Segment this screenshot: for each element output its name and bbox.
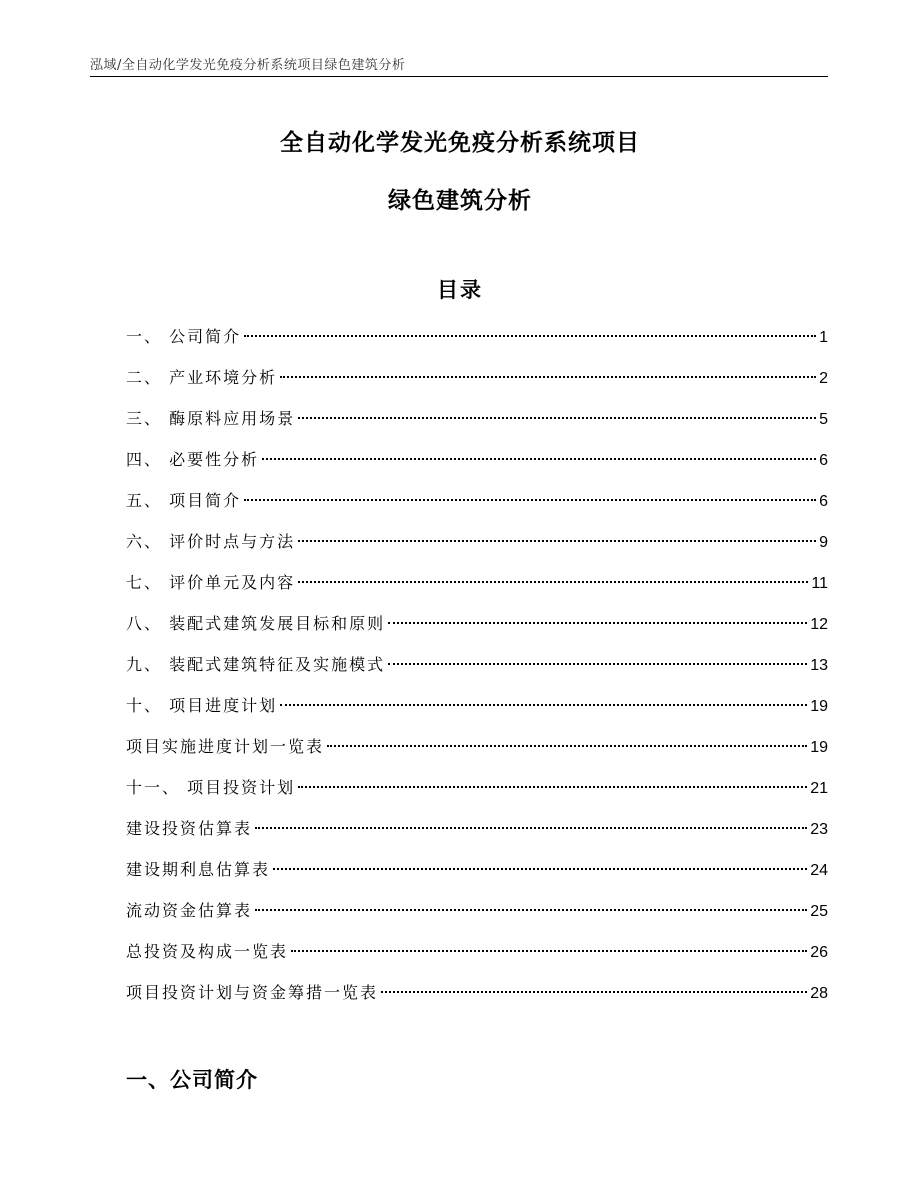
- toc-entry[interactable]: [126, 650, 828, 691]
- toc-entry-label: 三、 酶原料应用场景: [126, 409, 296, 428]
- toc-dot-leader: [291, 950, 807, 952]
- toc-entry[interactable]: [126, 691, 828, 732]
- toc-dot-leader: [255, 909, 807, 911]
- toc-dot-leader: [298, 540, 816, 542]
- toc-entry-page: 21: [810, 780, 828, 797]
- toc-entry-label: 十、 项目进度计划: [126, 696, 278, 715]
- toc-entry[interactable]: [126, 978, 828, 1019]
- running-header: 泓域/全自动化学发光免疫分析系统项目绿色建筑分析: [90, 58, 406, 73]
- toc-entry-label: 九、 装配式建筑特征及实施模式: [126, 655, 386, 674]
- toc-entry[interactable]: [126, 527, 828, 568]
- toc-entry-label: 项目投资计划与资金筹措一览表: [126, 983, 379, 1002]
- toc-entry-page: 1: [819, 329, 828, 346]
- toc-entry-page: 5: [819, 411, 828, 428]
- toc-dot-leader: [244, 335, 816, 337]
- toc-entry-page: 25: [810, 903, 828, 920]
- section-heading: 一、公司简介: [126, 1068, 258, 1092]
- toc-entry[interactable]: [126, 855, 828, 896]
- toc-entry[interactable]: [126, 937, 828, 978]
- toc-entry-label: 十一、 项目投资计划: [126, 778, 296, 797]
- toc-entry-label: 五、 项目简介: [126, 491, 242, 510]
- toc-entry-page: 6: [819, 452, 828, 469]
- toc-dot-leader: [280, 704, 807, 706]
- toc-dot-leader: [244, 499, 816, 501]
- toc-entry[interactable]: [126, 322, 828, 363]
- toc-dot-leader: [273, 868, 807, 870]
- toc-entry-label: 流动资金估算表: [126, 901, 253, 920]
- toc-entry-label: 四、 必要性分析: [126, 450, 260, 469]
- toc-dot-leader: [327, 745, 807, 747]
- toc-dot-leader: [298, 786, 807, 788]
- toc-entry[interactable]: [126, 773, 828, 814]
- toc-entry-page: 13: [810, 657, 828, 674]
- toc-entry-page: 2: [819, 370, 828, 387]
- toc-entry[interactable]: [126, 609, 828, 650]
- toc-entry-label: 项目实施进度计划一览表: [126, 737, 325, 756]
- toc-entry-page: 19: [810, 739, 828, 756]
- toc-dot-leader: [255, 827, 807, 829]
- toc-heading: 目录: [437, 278, 483, 302]
- toc-entry-page: 26: [810, 944, 828, 961]
- header-divider: [90, 76, 828, 77]
- toc-entry-label: 八、 装配式建筑发展目标和原则: [126, 614, 386, 633]
- table-of-contents: [126, 322, 828, 1019]
- toc-entry[interactable]: [126, 732, 828, 773]
- toc-entry-page: 23: [810, 821, 828, 838]
- toc-entry[interactable]: [126, 568, 828, 609]
- toc-dot-leader: [298, 417, 816, 419]
- toc-entry-page: 28: [810, 985, 828, 1002]
- toc-dot-leader: [381, 991, 807, 993]
- toc-entry-label: 二、 产业环境分析: [126, 368, 278, 387]
- toc-dot-leader: [262, 458, 816, 460]
- toc-entry-page: 19: [810, 698, 828, 715]
- toc-entry-page: 12: [810, 616, 828, 633]
- toc-entry[interactable]: [126, 363, 828, 404]
- toc-entry[interactable]: [126, 404, 828, 445]
- toc-entry-label: 六、 评价时点与方法: [126, 532, 296, 551]
- toc-entry[interactable]: [126, 486, 828, 527]
- toc-dot-leader: [280, 376, 816, 378]
- toc-entry-label: 总投资及构成一览表: [126, 942, 289, 961]
- toc-entry-page: 24: [810, 862, 828, 879]
- toc-entry-label: 建设期利息估算表: [126, 860, 271, 879]
- toc-dot-leader: [388, 622, 807, 624]
- toc-dot-leader: [388, 663, 807, 665]
- toc-entry[interactable]: [126, 814, 828, 855]
- toc-entry-page: 9: [819, 534, 828, 551]
- toc-dot-leader: [298, 581, 808, 583]
- toc-entry-page: 6: [819, 493, 828, 510]
- document-title-line-2: 绿色建筑分析: [388, 188, 532, 214]
- document-title-line-1: 全自动化学发光免疫分析系统项目: [280, 130, 640, 156]
- toc-entry-label: 一、 公司简介: [126, 327, 242, 346]
- toc-entry[interactable]: [126, 896, 828, 937]
- toc-entry[interactable]: [126, 445, 828, 486]
- toc-entry-page: 11: [811, 575, 828, 592]
- toc-entry-label: 七、 评价单元及内容: [126, 573, 296, 592]
- toc-entry-label: 建设投资估算表: [126, 819, 253, 838]
